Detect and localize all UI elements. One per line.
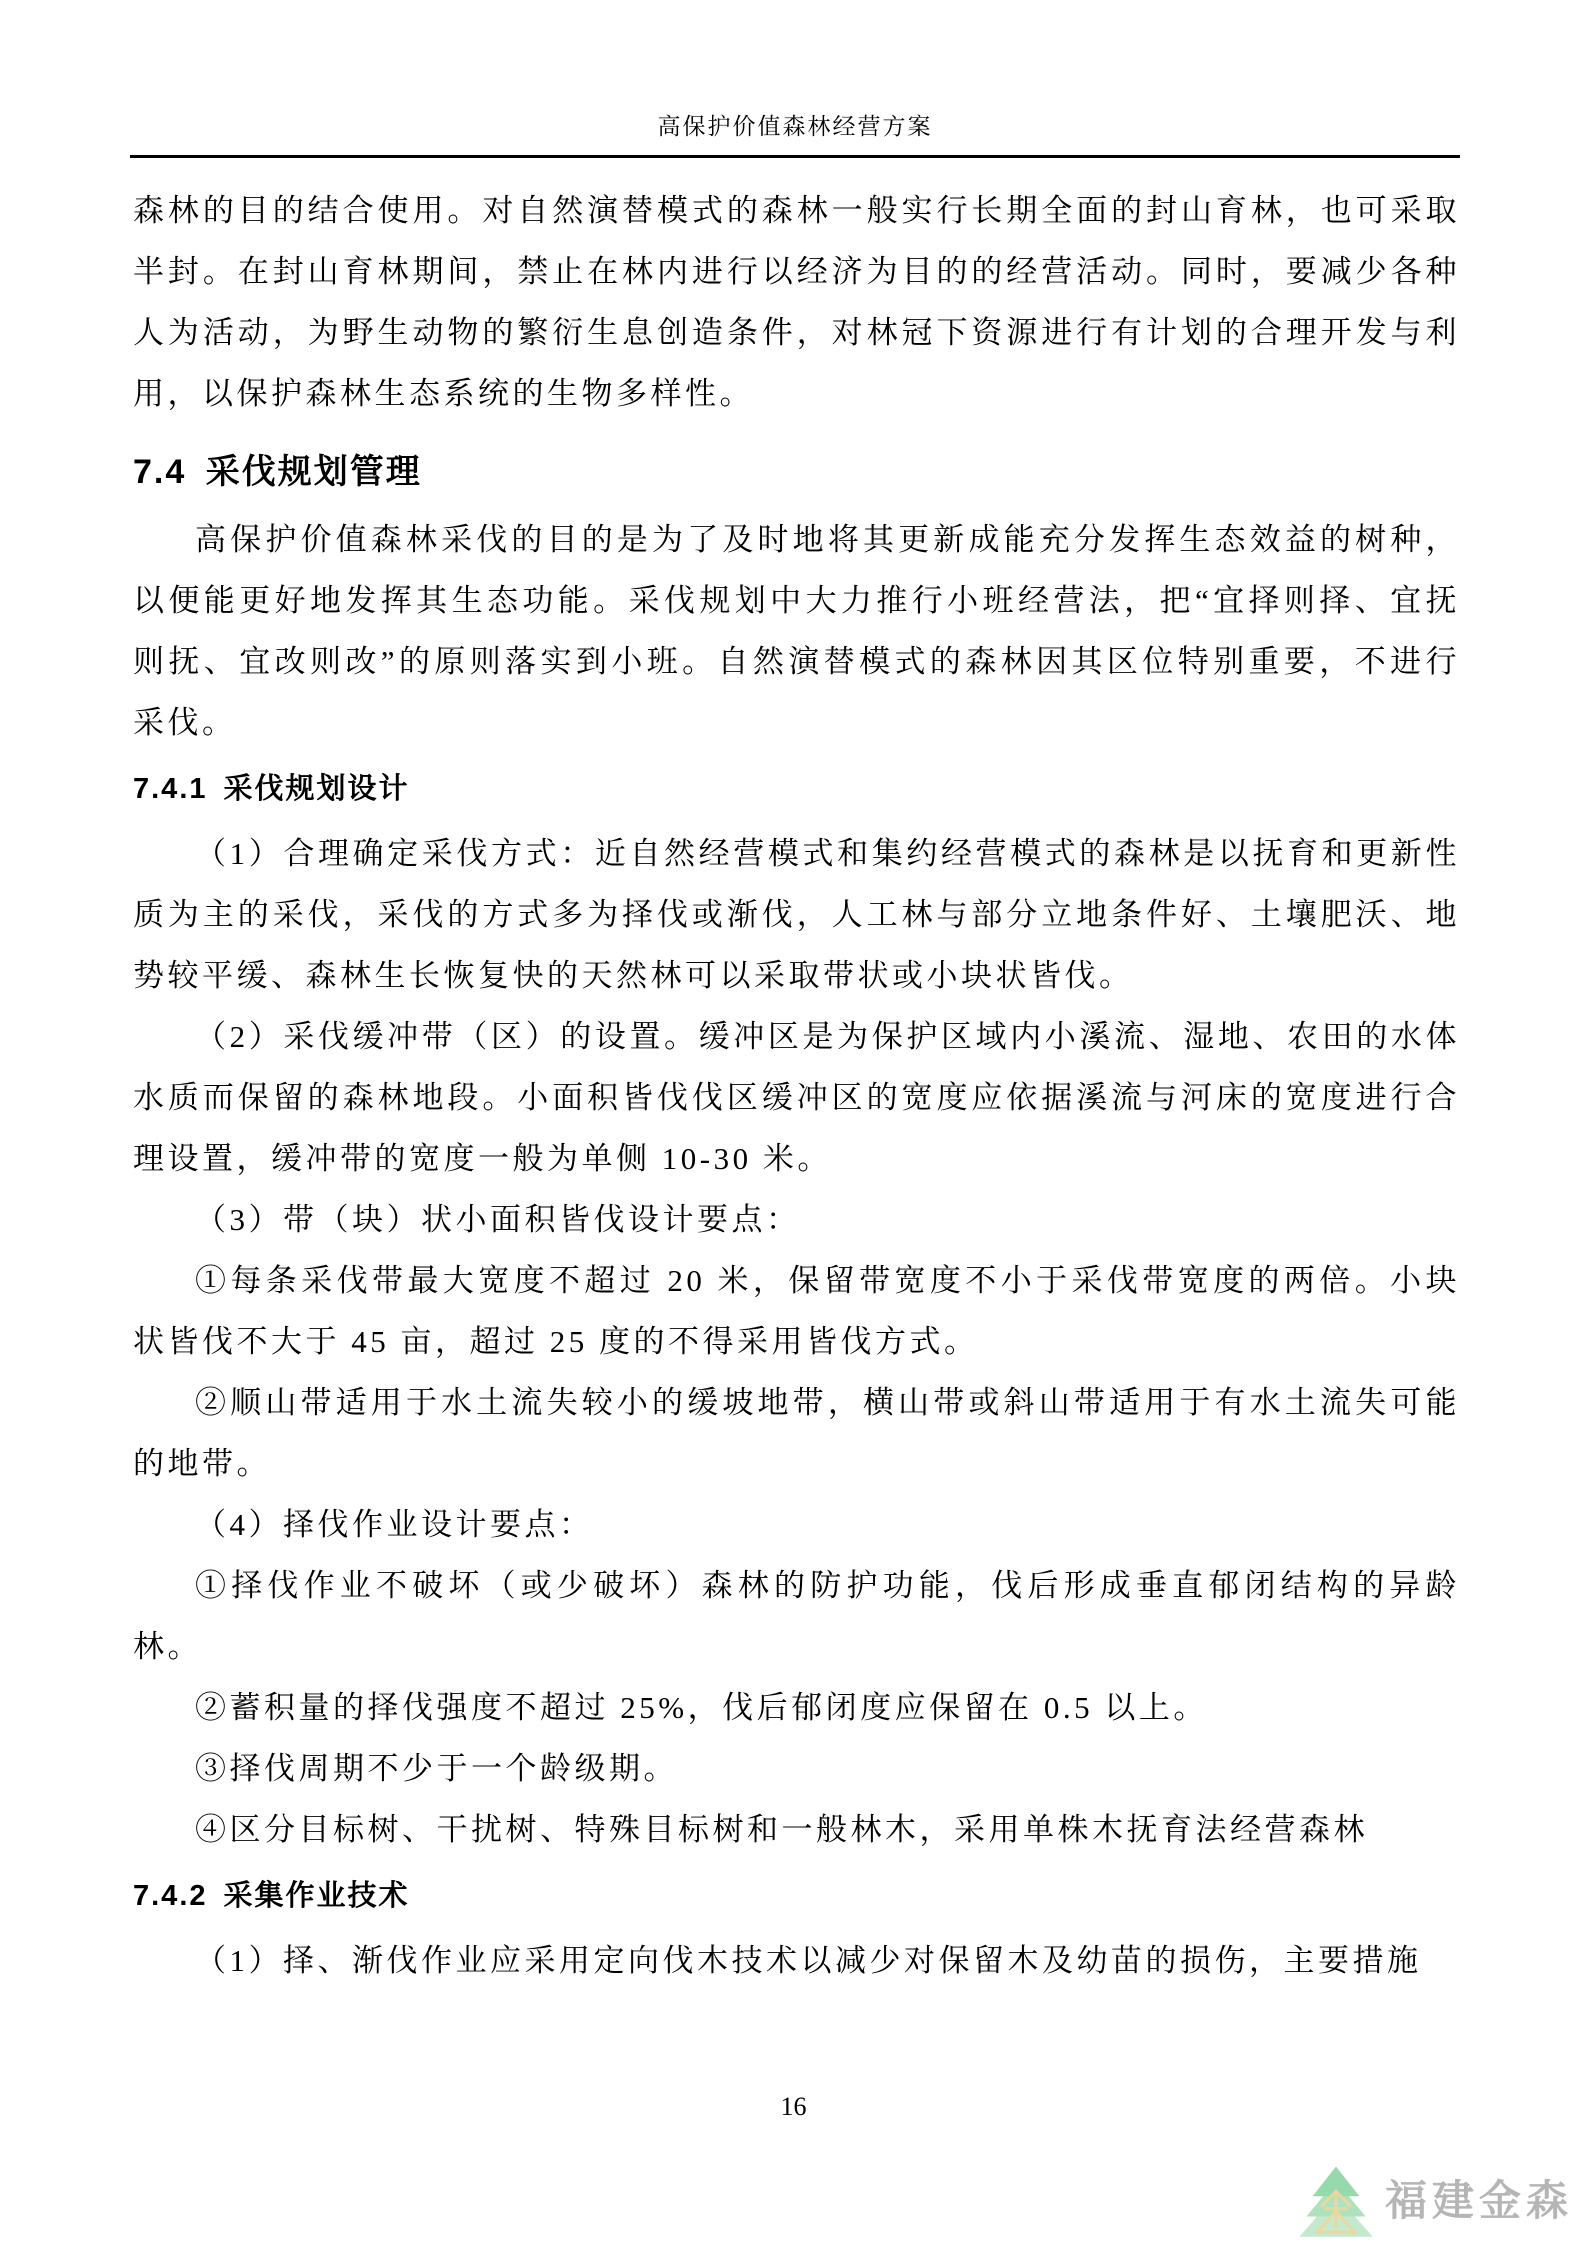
paragraph: （3）带（块）状小面积皆伐设计要点： xyxy=(195,1202,801,1237)
paragraph: （4）择伐作业设计要点： xyxy=(195,1507,594,1542)
paragraph: ④区分目标树、干扰树、特殊目标树和一般林木，采用单株木抚育法经营森林 xyxy=(195,1812,1368,1847)
document-body xyxy=(133,180,1460,1991)
page-number: 16 xyxy=(780,2092,807,2121)
company-logo xyxy=(1297,2165,1573,2243)
paragraph: ③择伐周期不少于一个龄级期。 xyxy=(195,1751,678,1786)
paragraph: （1）择、渐伐作业应采用定向伐木技术以减少对保留木及幼苗的损伤，主要措施 xyxy=(195,1943,1422,1978)
paragraph: ①每条采伐带最大宽度不超过 20 米，保留带宽度不小于采伐带宽度的两倍。小块状皆伐不大于 45 亩，超过 25 度的不得采用皆伐方式。 xyxy=(133,1263,1460,1359)
paragraph: 森林的目的结合使用。对自然演替模式的森林一般实行长期全面的封山育林，也可采取半封。在封山育林期间，禁止在林内进行以经济为目的的经营活动。同时，要减少各种人为活动，为野生动物的繁衍生息创造条件，对林冠下资源进行有计划的合理开发与利用，以保护森林生态系统的生物多样性。 xyxy=(133,193,1460,411)
subsection-heading-7-4-2: 7.4.2 采集作业技术 xyxy=(133,1880,410,1912)
paragraph: ①择伐作业不破坏（或少破坏）森林的防护功能，伐后形成垂直郁闭结构的异龄林。 xyxy=(133,1568,1460,1664)
paragraph: （2）采伐缓冲带（区）的设置。缓冲区是为保护区域内小溪流、湿地、农田的水体水质而保留的森林地段。小面积皆伐伐区缓冲区的宽度应依据溪流与河床的宽度进行合理设置，缓冲带的宽度一般为单侧 10-30 米。 xyxy=(133,1019,1460,1176)
paragraph: ②蓄积量的择伐强度不超过 25%，伐后郁闭度应保留在 0.5 以上。 xyxy=(195,1690,1208,1725)
company-logo-text: 福建金森 xyxy=(1384,2177,1573,2224)
paragraph: 高保护价值森林采伐的目的是为了及时地将其更新成能充分发挥生态效益的树种，以便能更好地发挥其生态功能。采伐规划中大力推行小班经营法，把“宜择则择、宜抚则抚、宜改则改”的原则落实到小班。自然演替模式的森林因其区位特别重要，不进行采伐。 xyxy=(133,522,1460,740)
tree-logo-icon xyxy=(1297,2165,1375,2243)
subsection-heading-7-4-1: 7.4.1 采伐规划设计 xyxy=(133,773,410,805)
section-heading-7-4: 7.4 采伐规划管理 xyxy=(133,453,422,491)
paragraph: ②顺山带适用于水土流失较小的缓坡地带，横山带或斜山带适用于有水土流失可能的地带。 xyxy=(133,1385,1460,1481)
page-header-title: 高保护价值森林经营方案 xyxy=(130,108,1460,158)
paragraph: （1）合理确定采伐方式：近自然经营模式和集约经营模式的森林是以抚育和更新性质为主的采伐，采伐的方式多为择伐或渐伐，人工林与部分立地条件好、土壤肥沃、地势较平缓、森林生长恢复快的天然林可以采取带状或小块状皆伐。 xyxy=(133,836,1460,993)
